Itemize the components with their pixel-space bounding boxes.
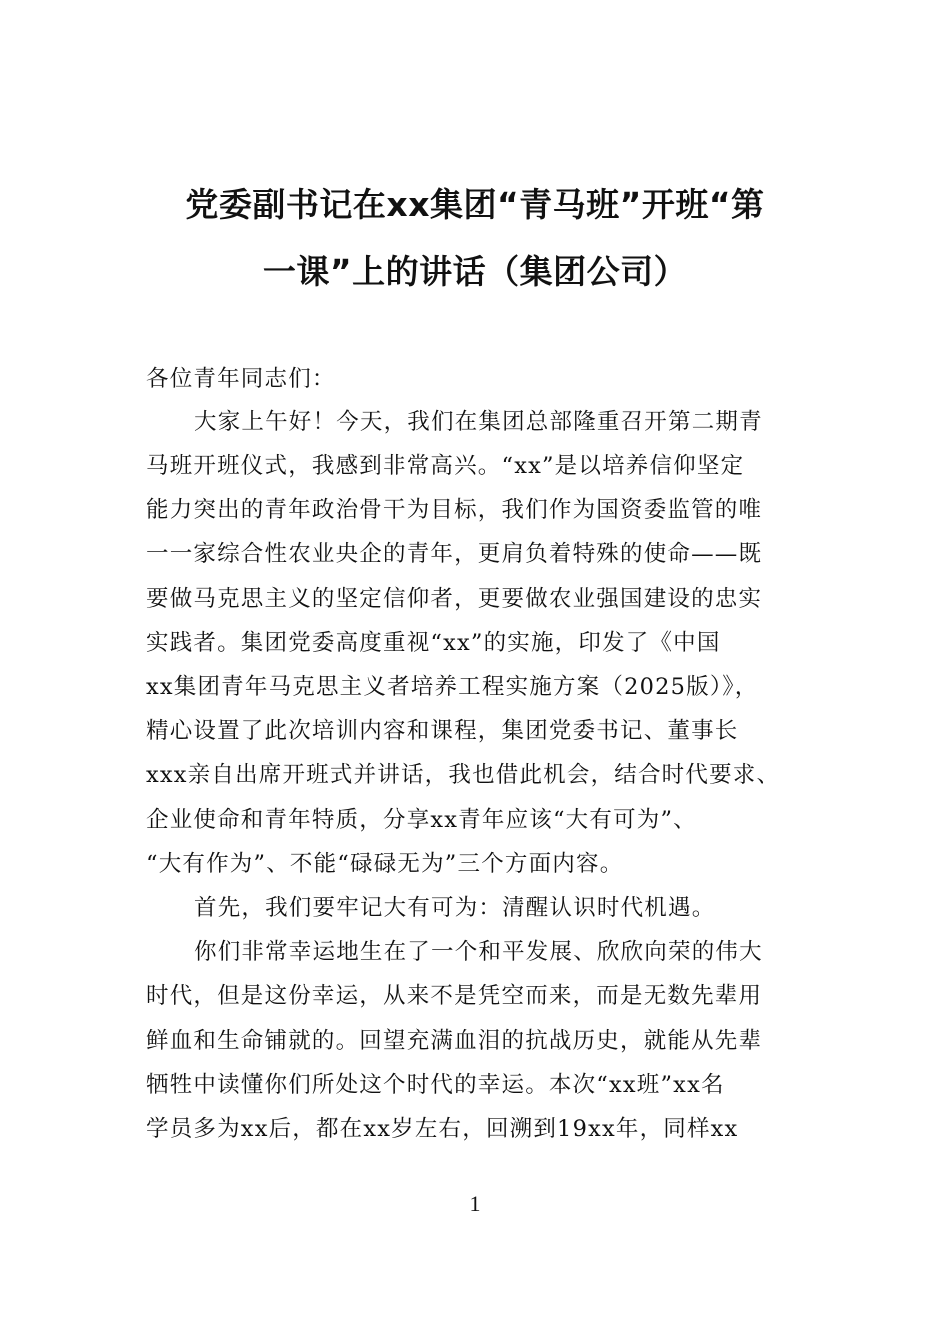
paragraph-line: 要做马克思主义的坚定信仰者，更要做农业强国建设的忠实 xyxy=(146,586,763,612)
paragraph-line: 学员多为xx后，都在xx岁左右，回溯到19xx年，同样xx xyxy=(146,1116,739,1142)
paragraph-line: xxx亲自出席开班式并讲话，我也借此机会，结合时代要求、 xyxy=(146,762,781,788)
paragraph-line: 鲜血和生命铺就的。回望充满血泪的抗战历史，就能从先辈 xyxy=(146,1028,763,1054)
paragraph-line: 牺牲中读懂你们所处这个时代的幸运。本次“xx班”xx名 xyxy=(146,1072,725,1098)
paragraph-line: 大家上午好！今天，我们在集团总部隆重召开第二期青 xyxy=(194,409,763,435)
paragraph-line: xx集团青年马克思主义者培养工程实施方案（2025版）》， xyxy=(146,674,759,700)
page-number: 1 xyxy=(469,1191,481,1216)
salutation: 各位青年同志们： xyxy=(146,366,336,392)
paragraph-line: 企业使命和青年特质，分享xx青年应该“大有可为”、 xyxy=(146,807,697,833)
paragraph-line: 你们非常幸运地生在了一个和平发展、欣欣向荣的伟大 xyxy=(194,939,763,965)
paragraph-line: 精心设置了此次培训内容和课程，集团党委书记、董事长 xyxy=(146,718,739,744)
document-title-line-1: 党委副书记在xx集团“青马班”开班“第 xyxy=(185,185,765,224)
paragraph-line: 一一家综合性农业央企的青年，更肩负着特殊的使命——既 xyxy=(146,541,763,567)
paragraph-line: 时代，但是这份幸运，从来不是凭空而来，而是无数先辈用 xyxy=(146,983,763,1009)
document-title-line-2: 一课”上的讲话（集团公司） xyxy=(262,252,688,291)
paragraph-line: 能力突出的青年政治骨干为目标，我们作为国资委监管的唯 xyxy=(146,497,763,523)
section-heading: 首先，我们要牢记大有可为：清醒认识时代机遇。 xyxy=(194,895,716,921)
paragraph-line: 实践者。集团党委高度重视“xx”的实施，印发了《中国 xyxy=(146,630,721,656)
paragraph-line: 马班开班仪式，我感到非常高兴。“xx”是以培养信仰坚定 xyxy=(146,453,745,479)
paragraph-line: “大有作为”、不能“碌碌无为”三个方面内容。 xyxy=(146,851,624,877)
